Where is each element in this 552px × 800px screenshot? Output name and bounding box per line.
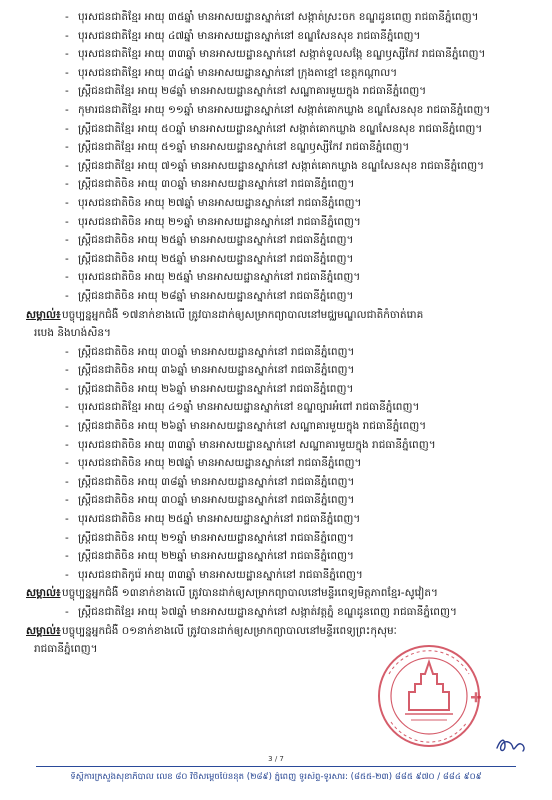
list-item: - បុរសជនជាតិខ្មែរ អាយុ ៤៧ឆ្នាំ មានអាសយដ្ឋានស្នាក់នៅ ខណ្ឌសែនសុខ រាជធានីភ្នំពេញ។ xyxy=(62,27,532,46)
note-text: រាជធានីភ្នំពេញ។ xyxy=(34,643,98,656)
note-text: របេង និងហង់សិន។ xyxy=(34,327,111,340)
list-item: - ស្ត្រីជនជាតិចិន អាយុ ៣០ឆ្នាំ មានអាសយដ្ឋានស្នាក់នៅ រាជធានីភ្នំពេញ។ xyxy=(62,175,532,194)
list-item: - ស្ត្រីជនជាតិចិន អាយុ ២៥ឆ្នាំ មានអាសយដ្ឋានស្នាក់នៅ រាជធានីភ្នំពេញ។ xyxy=(62,250,532,269)
note-block xyxy=(26,306,540,343)
list-item: - ស្ត្រីជនជាតិចិន អាយុ ៣០ឆ្នាំ មានអាសយដ្ឋានស្នាក់នៅ រាជធានីភ្នំពេញ។ xyxy=(62,491,532,510)
note-label: សម្គាល់៖ xyxy=(26,308,61,321)
list-item: - ស្ត្រីជនជាតិចិន អាយុ ២៨ឆ្នាំ មានអាសយដ្ឋានស្នាក់នៅ រាជធានីភ្នំពេញ។ xyxy=(62,287,532,306)
list-item: - ស្ត្រីជនជាតិចិន អាយុ ២៦ឆ្នាំ មានអាសយដ្ឋានស្នាក់នៅ រាជធានីភ្នំពេញ។ xyxy=(62,380,532,399)
footer-divider xyxy=(36,766,516,767)
page-number: 3 / 7 xyxy=(268,755,284,763)
note-text: បច្ចុប្បន្នអ្នកជំងឺ ១៣នាក់ខាងលើ ត្រូវបានដាក់ឲ្យសម្រាកព្យាបាលនៅមន្ទីរពេទ្យមិត្តភាពខ្មែរ-សូវៀត។ xyxy=(62,587,438,600)
list-item: - បុរសជនជាតិចិន អាយុ ២៥ឆ្នាំ មានអាសយដ្ឋានស្នាក់នៅ រាជធានីភ្នំពេញ។ xyxy=(62,510,532,529)
note-label: សម្គាល់៖ xyxy=(26,624,61,637)
list-item: - ស្ត្រីជនជាតិចិន អាយុ ២១ឆ្នាំ មានអាសយដ្ឋានស្នាក់នៅ រាជធានីភ្នំពេញ។ xyxy=(62,529,532,548)
list-item: - ស្ត្រីជនជាតិខ្មែរ អាយុ ២៨ឆ្នាំ មានអាសយដ្ឋានស្នាក់នៅ សណ្ឋាគារមួយក្នុង រាជធានីភ្នំពេញ។ xyxy=(62,82,532,101)
list-item: - ស្ត្រីជនជាតិចិន អាយុ ២៥ឆ្នាំ មានអាសយដ្ឋានស្នាក់នៅ រាជធានីភ្នំពេញ។ xyxy=(62,231,532,250)
list-item: - ស្ត្រីជនជាតិខ្មែរ អាយុ ៥១ឆ្នាំ មានអាសយដ្ឋានស្នាក់នៅ ខណ្ឌឫស្សីកែវ រាជធានីភ្នំពេញ។ xyxy=(62,138,532,157)
list-item: - បុរសជនជាតិចិន អាយុ ២៧ឆ្នាំ មានអាសយដ្ឋានស្នាក់នៅ រាជធានីភ្នំពេញ។ xyxy=(62,194,532,213)
list-item: - បុរសជនជាតិខ្មែរ អាយុ ៣៤ឆ្នាំ មានអាសយដ្ឋានស្នាក់នៅ ក្រុងតាខ្មៅ ខេត្តកណ្តាល។ xyxy=(62,64,532,83)
list-item: - បុរសជនជាតិខ្មែរ អាយុ ៣៥ឆ្នាំ មានអាសយដ្ឋានស្នាក់នៅ សង្កាត់ស្រះចក ខណ្ឌដូនពេញ រាជធានីភ្នំពេញ។ xyxy=(62,8,532,27)
list-item: - ស្ត្រីជនជាតិខ្មែរ អាយុ ៥០ឆ្នាំ មានអាសយដ្ឋានស្នាក់នៅ សង្កាត់គោកឃ្លាង ខណ្ឌសែនសុខ រាជធានីភ្នំពេញ។ xyxy=(62,120,532,139)
list-item: - បុរសជនជាតិចិន អាយុ ៣៣ឆ្នាំ មានអាសយដ្ឋានស្នាក់នៅ សណ្ឋាគារមួយក្នុង រាជធានីភ្នំពេញ។ xyxy=(62,436,532,455)
list-item: - ស្ត្រីជនជាតិខ្មែរ អាយុ ៦៧ឆ្នាំ មានអាសយដ្ឋានស្នាក់នៅ សង្កាត់វត្តភ្នំ ខណ្ឌដូនពេញ រាជធានីភ្នំពេញ។ xyxy=(62,603,532,622)
patient-list xyxy=(26,8,532,659)
list-item: - ស្ត្រីជនជាតិចិន អាយុ ៣៨ឆ្នាំ មានអាសយដ្ឋានស្នាក់នៅ រាជធានីភ្នំពេញ។ xyxy=(62,473,532,492)
list-item: - កុមារជនជាតិខ្មែរ អាយុ ១១ឆ្នាំ មានអាសយដ្ឋានស្នាក់នៅ សង្កាត់គោកឃ្លាង ខណ្ឌសែនសុខ រាជធានីភ្នំពេញ។ xyxy=(62,101,532,120)
footer-address: ទីស្តីការក្រសួងសុខាភិបាល លេខ ៨០ វិថីសម្តេចប៉ែននុត (២៨៩) ភ្នំពេញ ទូរស័ព្ទ-ទូរសារ: (៨៥៥-២៣) ៨៨៥ ៩៧០ / ៨៨៤ ៩០៩ xyxy=(70,772,482,782)
list-item: - បុរសជនជាតិខ្មែរ អាយុ ៤១ឆ្នាំ មានអាសយដ្ឋានស្នាក់នៅ ខណ្ឌច្បារអំពៅ រាជធានីភ្នំពេញ។ xyxy=(62,398,532,417)
note-label: សម្គាល់៖ xyxy=(26,587,61,600)
list-item: - បុរសជនជាតិកូរ៉េ អាយុ ៣៣ឆ្នាំ មានអាសយដ្ឋានស្នាក់នៅ រាជធានីភ្នំពេញ។ xyxy=(62,566,532,585)
list-item: - ស្ត្រីជនជាតិខ្មែរ អាយុ ៧១ឆ្នាំ មានអាសយដ្ឋានស្នាក់នៅ សង្កាត់គោកឃ្លាង ខណ្ឌសែនសុខ រាជធានីភ្នំពេញ។ xyxy=(62,157,532,176)
note-block xyxy=(26,584,540,603)
list-item: - បុរសជនជាតិចិន អាយុ ២១ឆ្នាំ មានអាសយដ្ឋានស្នាក់នៅ រាជធានីភ្នំពេញ។ xyxy=(62,213,532,232)
ministry-seal-icon xyxy=(371,640,487,752)
list-item: - ស្ត្រីជនជាតិចិន អាយុ ២២ឆ្នាំ មានអាសយដ្ឋានស្នាក់នៅ រាជធានីភ្នំពេញ។ xyxy=(62,547,532,566)
list-item: - បុរសជនជាតិចិន អាយុ ២៥ឆ្នាំ មានអាសយដ្ឋានស្នាក់នៅ រាជធានីភ្នំពេញ។ xyxy=(62,268,532,287)
list-item: - ស្ត្រីជនជាតិចិន អាយុ ២៦ឆ្នាំ មានអាសយដ្ឋានស្នាក់នៅ សណ្ឋាគារមួយក្នុង រាជធានីភ្នំពេញ។ xyxy=(62,417,532,436)
list-item: - បុរសជនជាតិចិន អាយុ ២៧ឆ្នាំ មានអាសយដ្ឋានស្នាក់នៅ រាជធានីភ្នំពេញ។ xyxy=(62,454,532,473)
note-text: បច្ចុប្បន្នអ្នកជំងឺ ១៧នាក់ខាងលើ ត្រូវបានដាក់ឲ្យសម្រាកព្យាបាលនៅមជ្ឈមណ្ឌលជាតិកំចាត់រោគ xyxy=(62,308,424,321)
list-item: - ស្ត្រីជនជាតិចិន អាយុ ៣៦ឆ្នាំ មានអាសយដ្ឋានស្នាក់នៅ រាជធានីភ្នំពេញ។ xyxy=(62,361,532,380)
list-item: - ស្ត្រីជនជាតិចិន អាយុ ៣០ឆ្នាំ មានអាសយដ្ឋានស្នាក់នៅ រាជធានីភ្នំពេញ។ xyxy=(62,343,532,362)
signature-icon xyxy=(495,736,527,754)
list-item: - បុរសជនជាតិខ្មែរ អាយុ ៣៣ឆ្នាំ មានអាសយដ្ឋានស្នាក់នៅ សង្កាត់ទួលសង្កែ ខណ្ឌឫស្សីកែវ រាជធានីភ្នំពេញ។ xyxy=(62,45,532,64)
note-text: បច្ចុប្បន្នអ្នកជំងឺ ០១នាក់ខាងលើ ត្រូវបានដាក់ឲ្យសម្រាកព្យាបាលនៅមន្ទីរពេទ្យព្រះកុសុមៈ xyxy=(62,624,397,637)
